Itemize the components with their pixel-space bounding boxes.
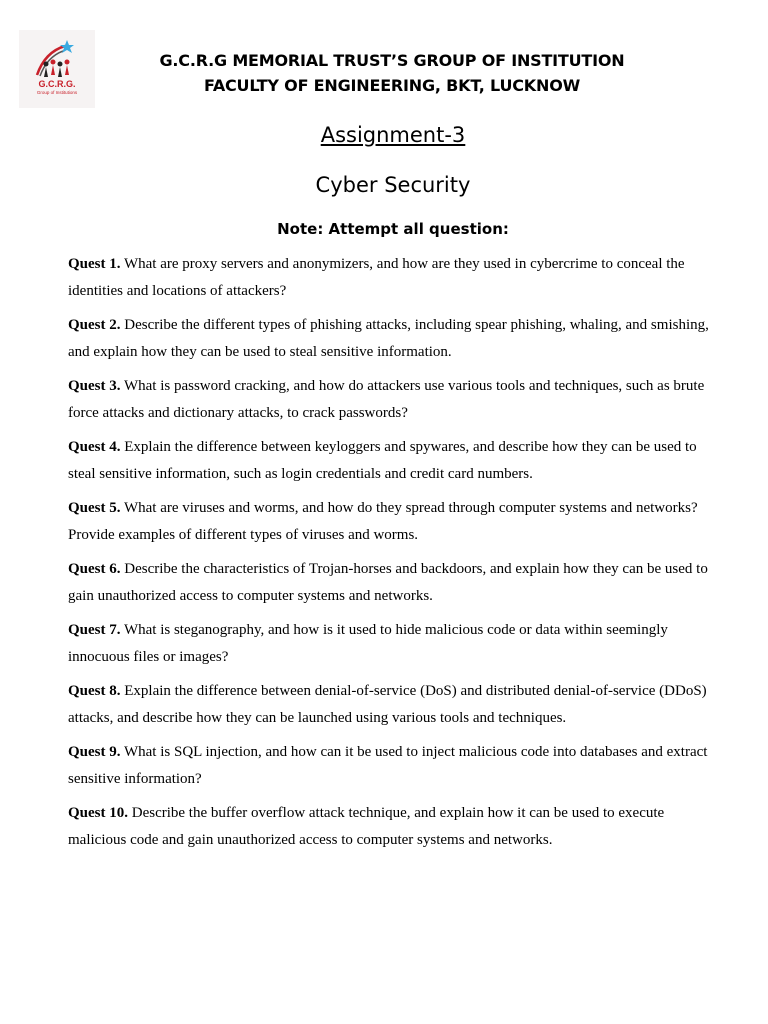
question-label: Quest 9. — [68, 744, 121, 760]
question-text: What is steganography, and how is it used to hide malicious code or data within seemingly innocuous files or images? — [68, 622, 668, 665]
question-item — [68, 434, 720, 488]
question-text: Describe the characteristics of Trojan-horses and backdoors, and explain how they can be used to gain unauthorized access to computer systems and networks. — [68, 561, 708, 604]
note-heading: Note: Attempt all question: — [277, 220, 509, 238]
subject-title: Cyber Security — [315, 173, 471, 197]
question-text: Describe the buffer overflow attack technique, and explain how it can be used to execute malicious code and gain unauthorized access to computer systems and networks. — [68, 805, 665, 848]
question-label: Quest 6. — [68, 561, 121, 577]
question-text: What is SQL injection, and how can it be used to inject malicious code into databases and extract sensitive information? — [68, 744, 708, 787]
question-text: What are viruses and worms, and how do they spread through computer systems and networks? Provide examples of different types of viruses and worms. — [68, 500, 698, 543]
question-item — [68, 251, 720, 305]
question-text: What are proxy servers and anonymizers, and how are they used in cybercrime to conceal the identities and locations of attackers? — [68, 256, 685, 299]
question-text: Explain the difference between denial-of-service (DoS) and distributed denial-of-service (DDoS) attacks, and describe how they can be launched using various tools and techniques. — [68, 683, 707, 726]
logo-emblem-icon — [19, 30, 95, 108]
question-label: Quest 5. — [68, 500, 121, 516]
question-item — [68, 739, 720, 793]
question-item — [68, 495, 720, 549]
question-item — [68, 678, 720, 732]
question-item — [68, 312, 720, 366]
question-item — [68, 556, 720, 610]
question-list — [68, 251, 720, 861]
institution-name: G.C.R.G MEMORIAL TRUST’S GROUP OF INSTITUTION — [159, 51, 625, 70]
question-item — [68, 800, 720, 854]
question-label: Quest 2. — [68, 317, 121, 333]
question-text: Describe the different types of phishing attacks, including spear phishing, whaling, and smishing, and explain how they can be used to steal sensitive information. — [68, 317, 709, 360]
institution-logo — [19, 30, 95, 108]
assignment-title: Assignment-3 — [320, 123, 466, 147]
question-label: Quest 8. — [68, 683, 121, 699]
question-text: What is password cracking, and how do attackers use various tools and techniques, such as brute force attacks and dictionary attacks, to crack passwords? — [68, 378, 705, 421]
institution-header — [100, 48, 684, 98]
question-item — [68, 373, 720, 427]
svg-text:Group of Institutions: Group of Institutions — [36, 90, 78, 95]
question-label: Quest 10. — [68, 805, 128, 821]
question-text: Explain the difference between keyloggers and spywares, and describe how they can be used to steal sensitive information, such as login credentials and credit card numbers. — [68, 439, 697, 482]
question-label: Quest 4. — [68, 439, 121, 455]
svg-text:G.C.R.G.: G.C.R.G. — [38, 79, 76, 89]
question-item — [68, 617, 720, 671]
question-label: Quest 7. — [68, 622, 121, 638]
question-label: Quest 1. — [68, 256, 121, 272]
faculty-name: FACULTY OF ENGINEERING, BKT, LUCKNOW — [203, 76, 581, 95]
question-label: Quest 3. — [68, 378, 121, 394]
